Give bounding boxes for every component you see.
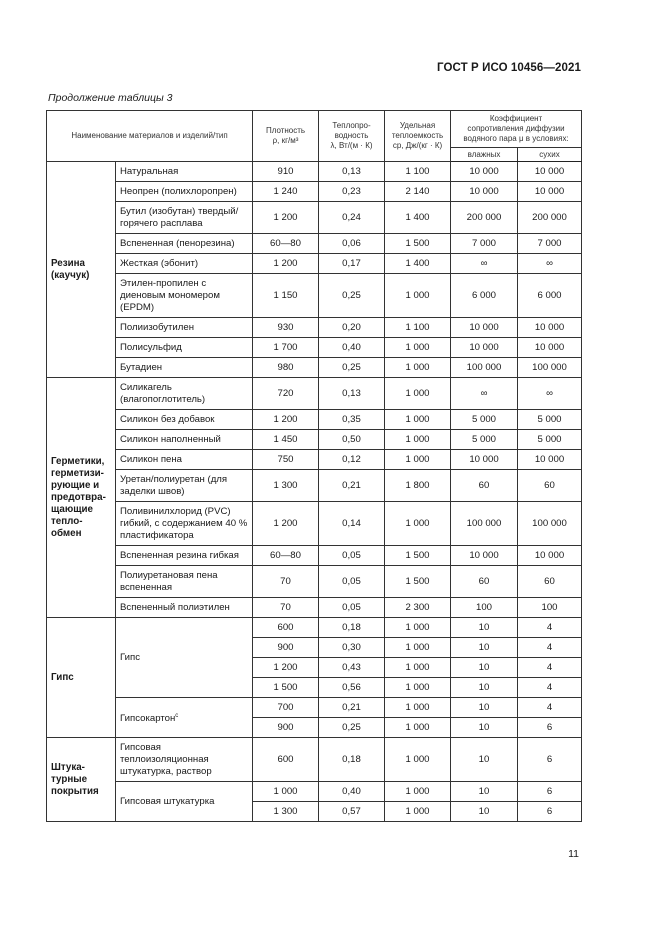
mu-wet-cell: 10: [451, 638, 518, 658]
mu-dry-cell: 6: [518, 718, 582, 738]
density-cell: 60—80: [253, 546, 319, 566]
lambda-cell: 0,57: [319, 802, 385, 822]
lambda-cell: 0,21: [319, 470, 385, 502]
mu-wet-cell: ∞: [451, 254, 518, 274]
mu-dry-cell: 6: [518, 802, 582, 822]
mu-dry-cell: 5 000: [518, 410, 582, 430]
mu-wet-cell: 5 000: [451, 410, 518, 430]
mu-dry-cell: 100 000: [518, 502, 582, 546]
cp-cell: 1 000: [385, 698, 451, 718]
lambda-cell: 0,18: [319, 738, 385, 782]
mu-wet-cell: 10: [451, 658, 518, 678]
mu-dry-cell: 10 000: [518, 318, 582, 338]
cp-cell: 1 400: [385, 202, 451, 234]
material-name: Полиизобутилен: [116, 318, 253, 338]
material-name: Поливинилхлорид (PVC) гибкий, с содержанием 40 % пластификатора: [116, 502, 253, 546]
cp-cell: 2 140: [385, 182, 451, 202]
density-cell: 1 200: [253, 254, 319, 274]
material-name: Бутил (изобутан) твердый/ горячего расплава: [116, 202, 253, 234]
density-cell: 1 700: [253, 338, 319, 358]
lambda-cell: 0,05: [319, 598, 385, 618]
material-name: Этилен-пропилен с диеновым мономером (EPDM): [116, 274, 253, 318]
mu-dry-cell: 60: [518, 470, 582, 502]
category-gypsum: Гипс: [47, 618, 116, 738]
cp-cell: 1 500: [385, 566, 451, 598]
density-cell: 700: [253, 698, 319, 718]
cp-cell: 1 000: [385, 274, 451, 318]
header-dry: сухих: [518, 148, 582, 162]
material-name: Жесткая (эбонит): [116, 254, 253, 274]
density-cell: 900: [253, 638, 319, 658]
materials-table: [46, 110, 582, 822]
mu-dry-cell: 100 000: [518, 358, 582, 378]
mu-wet-cell: ∞: [451, 378, 518, 410]
lambda-cell: 0,40: [319, 782, 385, 802]
cp-cell: 1 000: [385, 358, 451, 378]
mu-dry-cell: 6: [518, 782, 582, 802]
lambda-cell: 0,05: [319, 566, 385, 598]
cp-cell: 1 100: [385, 162, 451, 182]
density-cell: 750: [253, 450, 319, 470]
material-name: Натуральная: [116, 162, 253, 182]
lambda-cell: 0,56: [319, 678, 385, 698]
table-header-row: [47, 111, 582, 148]
density-cell: 1 300: [253, 802, 319, 822]
mu-wet-cell: 60: [451, 470, 518, 502]
density-cell: 1 150: [253, 274, 319, 318]
lambda-cell: 0,12: [319, 450, 385, 470]
density-cell: 70: [253, 566, 319, 598]
mu-wet-cell: 6 000: [451, 274, 518, 318]
lambda-cell: 0,23: [319, 182, 385, 202]
cp-cell: 1 100: [385, 318, 451, 338]
lambda-cell: 0,24: [319, 202, 385, 234]
mu-dry-cell: 4: [518, 638, 582, 658]
material-name: Уретан/полиуретан (для заделки швов): [116, 470, 253, 502]
lambda-cell: 0,25: [319, 358, 385, 378]
density-cell: 1 450: [253, 430, 319, 450]
mu-dry-cell: 4: [518, 658, 582, 678]
mu-wet-cell: 100 000: [451, 502, 518, 546]
lambda-cell: 0,13: [319, 162, 385, 182]
mu-wet-cell: 7 000: [451, 234, 518, 254]
category-sealants: Герметики, герметизи- рующие и предотвра- щающие тепло- обмен: [47, 378, 116, 618]
material-name: Гипс: [116, 618, 253, 698]
density-cell: 60—80: [253, 234, 319, 254]
mu-dry-cell: 60: [518, 566, 582, 598]
category-plaster: Штука- турные покрытия: [47, 738, 116, 822]
document-header: ГОСТ Р ИСО 10456—2021: [436, 62, 581, 74]
material-name: Силикон без добавок: [116, 410, 253, 430]
header-mu: Коэффициент сопротивления диффузии водяного пара μ в условиях:: [451, 111, 582, 148]
mu-wet-cell: 10: [451, 738, 518, 782]
cp-cell: 1 000: [385, 802, 451, 822]
category-rubber: Резина (каучук): [47, 162, 116, 378]
mu-wet-cell: 10 000: [451, 318, 518, 338]
material-name: Полисульфид: [116, 338, 253, 358]
density-cell: 900: [253, 718, 319, 738]
material-name: Вспененный полиэтилен: [116, 598, 253, 618]
mu-wet-cell: 10: [451, 802, 518, 822]
mu-wet-cell: 10: [451, 678, 518, 698]
cp-cell: 1 000: [385, 378, 451, 410]
mu-wet-cell: 10: [451, 618, 518, 638]
mu-wet-cell: 10 000: [451, 450, 518, 470]
cp-cell: 1 500: [385, 546, 451, 566]
cp-cell: 1 800: [385, 470, 451, 502]
density-cell: 70: [253, 598, 319, 618]
cp-cell: 1 000: [385, 618, 451, 638]
density-cell: 600: [253, 618, 319, 638]
lambda-cell: 0,17: [319, 254, 385, 274]
density-cell: 1 000: [253, 782, 319, 802]
mu-dry-cell: 4: [518, 698, 582, 718]
density-cell: 1 300: [253, 470, 319, 502]
lambda-cell: 0,25: [319, 274, 385, 318]
density-cell: 600: [253, 738, 319, 782]
mu-wet-cell: 10: [451, 718, 518, 738]
density-cell: 1 200: [253, 658, 319, 678]
mu-dry-cell: 7 000: [518, 234, 582, 254]
cp-cell: 2 300: [385, 598, 451, 618]
cp-cell: 1 000: [385, 430, 451, 450]
lambda-cell: 0,21: [319, 698, 385, 718]
mu-wet-cell: 60: [451, 566, 518, 598]
mu-dry-cell: 100: [518, 598, 582, 618]
lambda-cell: 0,43: [319, 658, 385, 678]
material-name: Гипсовая штукатурка: [116, 782, 253, 822]
material-name: Силикагель (влагопоглотитель): [116, 378, 253, 410]
material-name: Вспененная (пенорезина): [116, 234, 253, 254]
mu-dry-cell: 4: [518, 618, 582, 638]
cp-cell: 1 000: [385, 718, 451, 738]
density-cell: 930: [253, 318, 319, 338]
lambda-cell: 0,30: [319, 638, 385, 658]
density-cell: 980: [253, 358, 319, 378]
lambda-cell: 0,50: [319, 430, 385, 450]
cp-cell: 1 000: [385, 658, 451, 678]
material-name: Вспененная резина гибкая: [116, 546, 253, 566]
lambda-cell: 0,18: [319, 618, 385, 638]
mu-wet-cell: 10 000: [451, 162, 518, 182]
mu-dry-cell: 5 000: [518, 430, 582, 450]
header-heat-capacity: Удельная теплоемкость cp, Дж/(кг · К): [385, 111, 451, 162]
density-cell: 910: [253, 162, 319, 182]
density-cell: 720: [253, 378, 319, 410]
lambda-cell: 0,35: [319, 410, 385, 430]
page-number: 11: [568, 848, 579, 860]
header-density: Плотность ρ, кг/м³: [253, 111, 319, 162]
cp-cell: 1 000: [385, 638, 451, 658]
mu-wet-cell: 10 000: [451, 182, 518, 202]
lambda-cell: 0,14: [319, 502, 385, 546]
mu-wet-cell: 200 000: [451, 202, 518, 234]
header-lambda: Теплопро- водность λ, Вт/(м · К): [319, 111, 385, 162]
material-name: Силикон наполненный: [116, 430, 253, 450]
lambda-cell: 0,40: [319, 338, 385, 358]
density-cell: 1 500: [253, 678, 319, 698]
mu-wet-cell: 10: [451, 782, 518, 802]
material-name: Неопрен (полихлоропрен): [116, 182, 253, 202]
cp-cell: 1 000: [385, 338, 451, 358]
cp-cell: 1 000: [385, 502, 451, 546]
mu-dry-cell: 10 000: [518, 338, 582, 358]
density-cell: 1 200: [253, 502, 319, 546]
mu-wet-cell: 5 000: [451, 430, 518, 450]
header-name: Наименование материалов и изделий/тип: [47, 111, 253, 162]
cp-cell: 1 500: [385, 234, 451, 254]
material-name: Гипсовая теплоизоляционная штукатурка, раствор: [116, 738, 253, 782]
material-name: Полиуретановая пена вспененная: [116, 566, 253, 598]
cp-cell: 1 000: [385, 678, 451, 698]
cp-cell: 1 000: [385, 450, 451, 470]
mu-dry-cell: 6 000: [518, 274, 582, 318]
mu-wet-cell: 100: [451, 598, 518, 618]
mu-dry-cell: 10 000: [518, 546, 582, 566]
lambda-cell: 0,06: [319, 234, 385, 254]
cp-cell: 1 400: [385, 254, 451, 274]
cp-cell: 1 000: [385, 410, 451, 430]
table-caption: Продолжение таблицы 3: [48, 92, 173, 104]
mu-dry-cell: ∞: [518, 254, 582, 274]
cp-cell: 1 000: [385, 738, 451, 782]
header-wet: влажных: [451, 148, 518, 162]
material-name: Гипсокартон$^c$: [116, 698, 253, 738]
mu-wet-cell: 10 000: [451, 338, 518, 358]
mu-dry-cell: 10 000: [518, 450, 582, 470]
lambda-cell: 0,13: [319, 378, 385, 410]
cp-cell: 1 000: [385, 782, 451, 802]
mu-dry-cell: 6: [518, 738, 582, 782]
material-name: Силикон пена: [116, 450, 253, 470]
mu-dry-cell: 10 000: [518, 162, 582, 182]
mu-wet-cell: 100 000: [451, 358, 518, 378]
density-cell: 1 200: [253, 410, 319, 430]
mu-dry-cell: 10 000: [518, 182, 582, 202]
density-cell: 1 240: [253, 182, 319, 202]
lambda-cell: 0,05: [319, 546, 385, 566]
material-name: Бутадиен: [116, 358, 253, 378]
mu-dry-cell: 4: [518, 678, 582, 698]
lambda-cell: 0,20: [319, 318, 385, 338]
lambda-cell: 0,25: [319, 718, 385, 738]
density-cell: 1 200: [253, 202, 319, 234]
mu-dry-cell: ∞: [518, 378, 582, 410]
mu-wet-cell: 10: [451, 698, 518, 718]
mu-wet-cell: 10 000: [451, 546, 518, 566]
mu-dry-cell: 200 000: [518, 202, 582, 234]
